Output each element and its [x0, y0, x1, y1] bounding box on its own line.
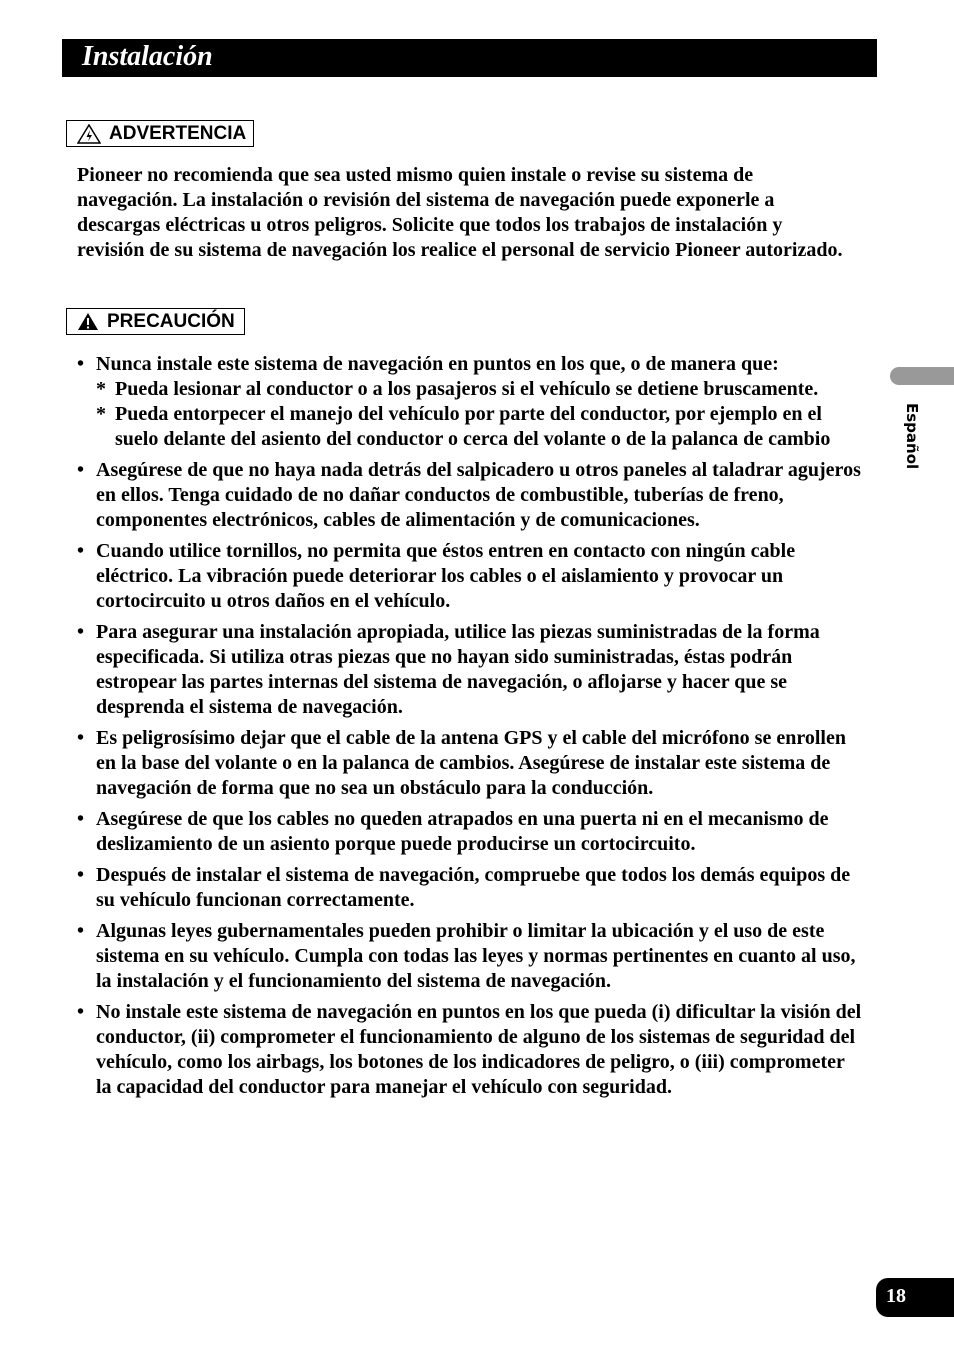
sub-bullet: * [96, 403, 106, 425]
page-number-tab [876, 1278, 954, 1317]
bullet: • [77, 621, 85, 643]
list-item [77, 458, 862, 533]
list-item-text: Asegúrese de que no haya nada detrás del salpicadero u otros paneles al taladrar agujeros en ellos. Tenga cuidado de no dañar conductos de combustible, tuberías de freno, componentes electrónicos, cables de alimentación y de comunicaciones. [96, 459, 861, 531]
list-item [77, 807, 862, 857]
caution-list [77, 352, 862, 1106]
warning-label [66, 120, 254, 147]
list-item-text: Para asegurar una instalación apropiada, utilice las piezas suministradas de la forma especificada. Si utiliza otras piezas que no hayan sido suministradas, éstas podrán estropear las partes internas del sistema de navegación, o aflojarse y hacer que se desprenda el sistema de navegación. [96, 621, 820, 718]
caution-label [66, 308, 245, 335]
bullet: • [77, 540, 85, 562]
list-item-text: Después de instalar el sistema de navegación, compruebe que todos los demás equipos de su vehículo funcionan correctamente. [96, 864, 851, 911]
list-item [77, 620, 862, 720]
bullet: • [77, 808, 85, 830]
bullet: • [77, 353, 85, 375]
exclamation-triangle-icon [77, 312, 99, 331]
section-header [62, 39, 877, 77]
list-item-text: No instale este sistema de navegación en puntos en los que pueda (i) dificultar la visión del conductor, (ii) comprometer el funcionamiento de alguno de los sistemas de seguridad del vehículo, como los airbags, los botones de los indicadores de peligro, o (iii) comprometer la capacidad del conductor para manejar el vehículo con seguridad. [96, 1001, 862, 1098]
sub-list-item-text: Pueda entorpecer el manejo del vehículo por parte del conductor, por ejemplo en el suelo delante del asiento del conductor o cerca del volante o de la palanca de cambio [115, 403, 831, 450]
list-item [77, 539, 862, 614]
list-item-text: Algunas leyes gubernamentales pueden prohibir o limitar la ubicación y el uso de este sistema en su vehículo. Cumpla con todas las leyes y normas pertinentes en cuanto al uso, la instalación y el funcionamiento del sistema de navegación. [96, 920, 856, 992]
bullet: • [77, 727, 85, 749]
bullet: • [77, 864, 85, 886]
list-item-text: Cuando utilice tornillos, no permita que éstos entren en contacto con ningún cable eléctrico. La vibración puede deteriorar los cables o el aislamiento y provocar un cortocircuito u otros daños en el vehículo. [96, 540, 796, 612]
list-item [77, 726, 862, 801]
page-number: 18 [886, 1285, 906, 1307]
list-item [77, 919, 862, 994]
language-tab [890, 367, 954, 385]
language-label: Español [903, 403, 921, 470]
lightning-triangle-icon [77, 124, 101, 144]
sub-list-item [96, 377, 862, 402]
section-title: Instalación [82, 41, 213, 72]
caution-label-text: PRECAUCIÓN [107, 310, 235, 332]
bullet: • [77, 459, 85, 481]
sub-bullet: * [96, 378, 106, 400]
bullet: • [77, 1001, 85, 1023]
warning-text: Pioneer no recomienda que sea usted mismo quien instale o revise su sistema de navegación. La instalación o revisión del sistema de navegación puede exponerle a descargas eléctricas u otros peligros. Solicite que todos los trabajos de instalación y revisión de su sistema de navegación los realice el personal de servicio Pioneer autorizado. [77, 164, 843, 261]
list-item [77, 863, 862, 913]
sub-list [96, 377, 862, 452]
sub-list-item-text: Pueda lesionar al conductor o a los pasajeros si el vehículo se detiene bruscamente. [115, 378, 819, 400]
list-item-text: Es peligrosísimo dejar que el cable de la antena GPS y el cable del micrófono se enrollen en la base del volante o en la palanca de cambios. Asegúrese de instalar este sistema de navegación de forma que no sea un obstáculo para la conducción. [96, 727, 846, 799]
list-item-text: Nunca instale este sistema de navegación en puntos en los que, o de manera que: [96, 353, 779, 375]
list-item [77, 352, 862, 452]
bullet: • [77, 920, 85, 942]
sub-list-item [96, 402, 862, 452]
warning-label-text: ADVERTENCIA [109, 122, 247, 144]
list-item-text: Asegúrese de que los cables no queden atrapados en una puerta ni en el mecanismo de deslizamiento de un asiento porque puede producirse un cortocircuito. [96, 808, 829, 855]
list-item [77, 1000, 862, 1100]
